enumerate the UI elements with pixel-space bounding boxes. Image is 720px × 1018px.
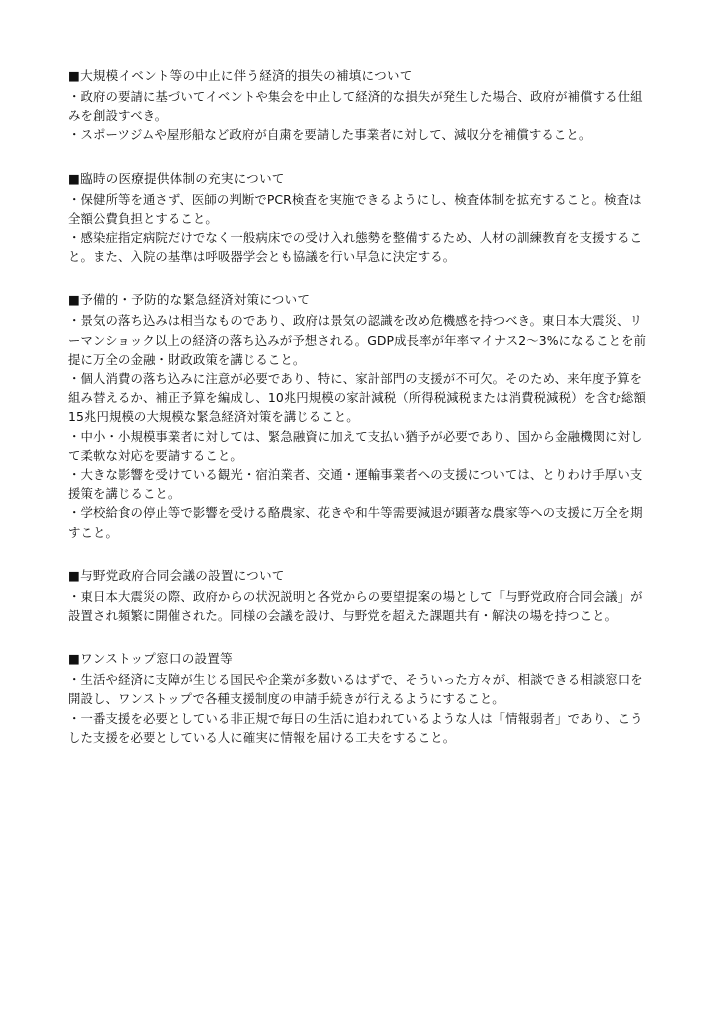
section-heading: ■ワンストップ窓口の設置等 xyxy=(68,651,233,667)
bullet-item: ・東日本大震災の際、政府からの状況説明と各党からの要望提案の場として「与野党政府合同会議」が設置され頻繁に開催された。同様の会議を設け、与野党を超えた課題共有・解決の場を持つこと。 xyxy=(68,588,643,624)
bullet-item: ・政府の要請に基づいてイベントや集会を中止して経済的な損失が発生した場合、政府が補償する仕組みを創設すべき。 xyxy=(68,89,643,124)
section-heading: ■予備的・予防的な緊急経済対策について xyxy=(68,292,311,308)
bullet-item: ・個人消費の落ち込みに注意が必要であり、特に、家計部門の支援が不可欠。そのため、来年度予算を組み替えるか、補正予算を編成し、10兆円規模の家計減税（所得税減税または消費税減税）を含む総額15兆円規模の大規模な緊急経済対策を講じること。 xyxy=(68,371,647,425)
section-medical-system xyxy=(68,169,652,267)
section-economic-measures xyxy=(68,290,652,541)
bullet-item: ・学校給食の停止等で影響を受ける酪農家、花きや和牛等需要減退が顕著な農家等への支援に万全を期すこと。 xyxy=(68,505,643,540)
bullet-item: ・景気の落ち込みは相当なものであり、政府は景気の認識を改め危機感を持つべき。東日本大震災、リーマンショック以上の経済の落ち込みが予想される。GDP成長率が年率マイナス2〜3%になることを前提に万全の金融・財政政策を講じること。 xyxy=(68,313,647,367)
section-heading: ■臨時の医療提供体制の充実について xyxy=(68,170,285,186)
bullet-item: ・スポーツジムや屋形船など政府が自粛を要請した事業者に対して、減収分を補償すること。 xyxy=(68,127,592,143)
section-heading: ■与野党政府合同会議の設置について xyxy=(68,567,285,583)
bullet-item: ・大きな影響を受けている観光・宿泊業者、交通・運輸事業者への支援については、とりわけ手厚い支援策を講じること。 xyxy=(68,467,643,502)
section-event-compensation xyxy=(68,66,652,145)
bullet-item: ・保健所等を通さず、医師の判断でPCR検査を実施できるようにし、検査体制を拡充すること。検査は全額公費負担とすること。 xyxy=(68,191,642,226)
section-one-stop-window xyxy=(68,649,652,747)
document-page xyxy=(68,66,652,771)
bullet-item: ・中小・小規模事業者に対しては、緊急融資に加えて支払い猶予が必要であり、国から金融機関に対して柔軟な対応を要請すること。 xyxy=(68,428,643,463)
section-heading: ■大規模イベント等の中止に伴う経済的損失の補填について xyxy=(68,68,413,83)
section-joint-council xyxy=(68,566,652,625)
bullet-item: ・生活や経済に支障が生じる国民や企業が多数いるはずで、そういった方々が、相談できる相談窓口を開設し、ワンストップで各種支援制度の申請手続きが行えるようにすること。 xyxy=(68,672,643,707)
bullet-item: ・感染症指定病院だけでなく一般病床での受け入れ態勢を整備するため、人材の訓練教育を支援すること。また、入院の基準は呼吸器学会とも協議を行い早急に決定する。 xyxy=(68,230,643,265)
bullet-item: ・一番支援を必要としている非正規で毎日の生活に追われているような人は「情報弱者」であり、こうした支援を必要としている人に確実に情報を届ける工夫をすること。 xyxy=(68,710,643,745)
